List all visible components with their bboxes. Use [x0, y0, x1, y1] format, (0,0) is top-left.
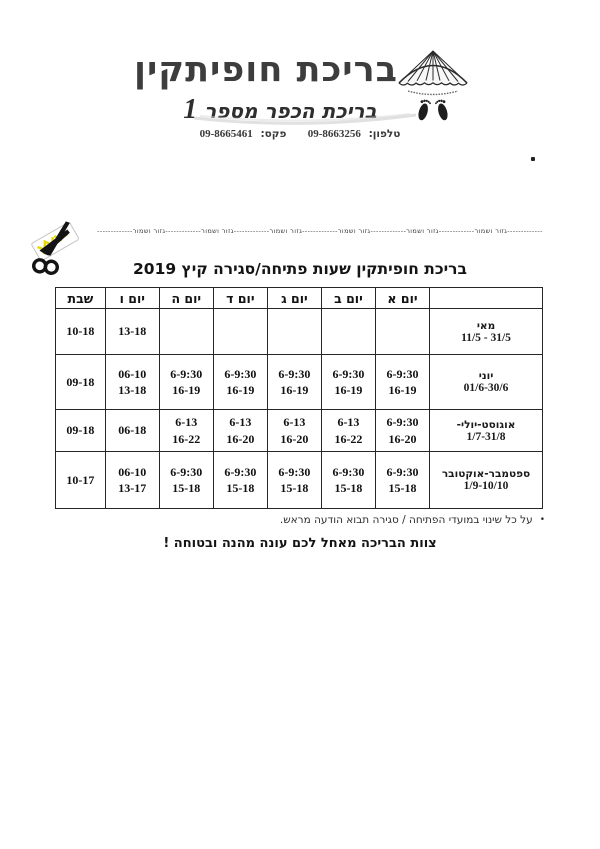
hours-line: 15-18 — [280, 481, 309, 495]
month-label: ספטמבר-אוקטובר — [441, 468, 531, 480]
hours-line: 16-22 — [334, 431, 363, 446]
day-header: יום א — [375, 288, 429, 309]
hours-line: 13-18 — [118, 383, 147, 397]
hours-line: 09-18 — [66, 374, 95, 389]
hours-cell — [56, 452, 106, 509]
hours-cell — [56, 309, 106, 355]
hours-cell — [267, 452, 321, 509]
hours-cell — [267, 309, 321, 355]
page-title: בריכת חופיתקין — [133, 50, 399, 90]
month-dates: 11/5 - 31/5 — [461, 331, 511, 344]
month-cell — [430, 309, 543, 355]
hours-cell — [213, 309, 267, 355]
hours-cell — [105, 309, 159, 355]
footprint-right — [434, 98, 450, 121]
subtitle-number: 1 — [183, 94, 198, 125]
fax-number: 09-8665461 — [199, 128, 253, 140]
umbrella-footprints-logo — [392, 46, 474, 126]
hours-line: 6-9:30 — [386, 366, 419, 381]
hours-line: 16-19 — [388, 383, 417, 397]
cut-and-save-line: -------------גזור ושמור-------------גזור ושמור-------------גזור ושמור-------------גזור ושמור-------------גזור ושמור-------------גזור ושמור------------- — [97, 227, 543, 235]
schedule-row — [56, 355, 543, 410]
month-label: יוני — [478, 370, 494, 382]
schedule-body — [56, 309, 543, 509]
hours-cell — [105, 452, 159, 509]
phone-number: 09-8663256 — [307, 128, 361, 140]
hours-line: 6-9:30 — [278, 366, 311, 381]
hours-line: 15-18 — [172, 481, 201, 495]
schedule-row — [56, 410, 543, 452]
schedule-title: בריכת חופיתקין שעות פתיחה/סגירה קיץ 2019 — [133, 260, 467, 278]
day-header: יום ג — [267, 288, 321, 309]
hours-cell — [321, 410, 375, 452]
phone-label: טלפון: — [368, 128, 401, 140]
fax-label: פקס: — [260, 128, 287, 140]
hours-cell — [159, 410, 213, 452]
hours-cell — [321, 309, 375, 355]
hours-line: 16-19 — [172, 383, 201, 397]
hours-cell — [213, 355, 267, 410]
hours-line: 15-18 — [226, 481, 255, 495]
hours-cell — [56, 410, 106, 452]
month-label: מאי — [476, 319, 496, 332]
hours-cell — [159, 355, 213, 410]
hours-line: 6-9:30 — [170, 366, 203, 381]
hours-line: 16-22 — [172, 431, 201, 446]
month-cell — [430, 452, 543, 509]
scan-dot-artifact — [531, 157, 535, 161]
hours-cell — [375, 410, 429, 452]
day-header: יום ב — [321, 288, 375, 309]
hours-cell — [375, 355, 429, 410]
hours-cell — [375, 309, 429, 355]
contact-line — [0, 128, 600, 140]
hours-line: 6-9:30 — [386, 415, 419, 430]
schedule-row — [56, 452, 543, 509]
schedule-row — [56, 309, 543, 355]
hours-line: 6-9:30 — [278, 464, 311, 479]
hours-line: 6-9:30 — [332, 464, 365, 479]
corner-cell — [430, 288, 543, 309]
hours-line: 6-13 — [175, 415, 198, 430]
hours-line: 13-18 — [118, 324, 147, 339]
hours-cell — [105, 355, 159, 410]
day-header: שבת — [56, 288, 106, 309]
hours-cell — [321, 355, 375, 410]
hours-cell — [267, 355, 321, 410]
hours-line: 16-19 — [334, 383, 363, 397]
hours-line: 13-17 — [118, 481, 147, 495]
hours-line: 06-10 — [118, 464, 147, 479]
hours-line: 6-13 — [283, 415, 306, 430]
closing-wish: צוות הבריכה מאחל לכם עונה מהנה ובטוחה ! — [163, 536, 437, 551]
day-header: יום ה — [159, 288, 213, 309]
hours-line: 16-20 — [280, 431, 309, 446]
day-header: יום ו — [105, 288, 159, 309]
day-header-row — [56, 288, 543, 309]
footprint-left — [416, 98, 432, 121]
hours-line: 16-20 — [388, 431, 417, 446]
subtitle-text: בריכת הכפר מספר — [204, 99, 377, 123]
hours-cell — [213, 410, 267, 452]
hours-cell — [321, 452, 375, 509]
hours-line: 6-13 — [229, 415, 252, 430]
hours-line: 10-18 — [66, 324, 95, 339]
hours-line: 16-20 — [226, 431, 255, 446]
change-notice — [280, 514, 545, 526]
month-cell — [430, 410, 543, 452]
hours-line: 6-9:30 — [332, 366, 365, 381]
hours-line: 6-9:30 — [170, 464, 203, 479]
hours-line: 15-18 — [388, 481, 417, 495]
month-cell — [430, 355, 543, 410]
hours-line: 16-19 — [226, 383, 255, 397]
hours-cell — [159, 309, 213, 355]
hours-cell — [56, 355, 106, 410]
month-dates: 1/7-31/8 — [466, 430, 506, 443]
hours-line: 06-10 — [118, 366, 147, 381]
hours-line: 16-19 — [280, 383, 309, 397]
hours-cell — [105, 410, 159, 452]
hours-cell — [267, 410, 321, 452]
hours-line: 15-18 — [334, 481, 363, 495]
hours-line: 06-18 — [118, 423, 147, 438]
bullet-marker: • — [539, 514, 545, 525]
hours-line: 6-13 — [337, 415, 360, 430]
opening-hours-table — [55, 287, 543, 509]
month-label: אוגוסט-יולי- — [456, 418, 516, 431]
hours-line: 6-9:30 — [224, 366, 257, 381]
hours-cell — [213, 452, 267, 509]
hours-line: 09-18 — [66, 423, 95, 438]
hours-line: 10-17 — [66, 472, 95, 487]
month-dates: 1/9-10/10 — [463, 480, 509, 492]
day-header: יום ד — [213, 288, 267, 309]
hours-line: 6-9:30 — [386, 464, 419, 479]
hours-line: 6-9:30 — [224, 464, 257, 479]
change-notice-text: על כל שינוי במועדי הפתיחה / סגירה תבוא הודעה מראש. — [279, 514, 533, 526]
hours-cell — [375, 452, 429, 509]
hours-cell — [159, 452, 213, 509]
month-dates: 01/6-30/6 — [463, 382, 509, 394]
